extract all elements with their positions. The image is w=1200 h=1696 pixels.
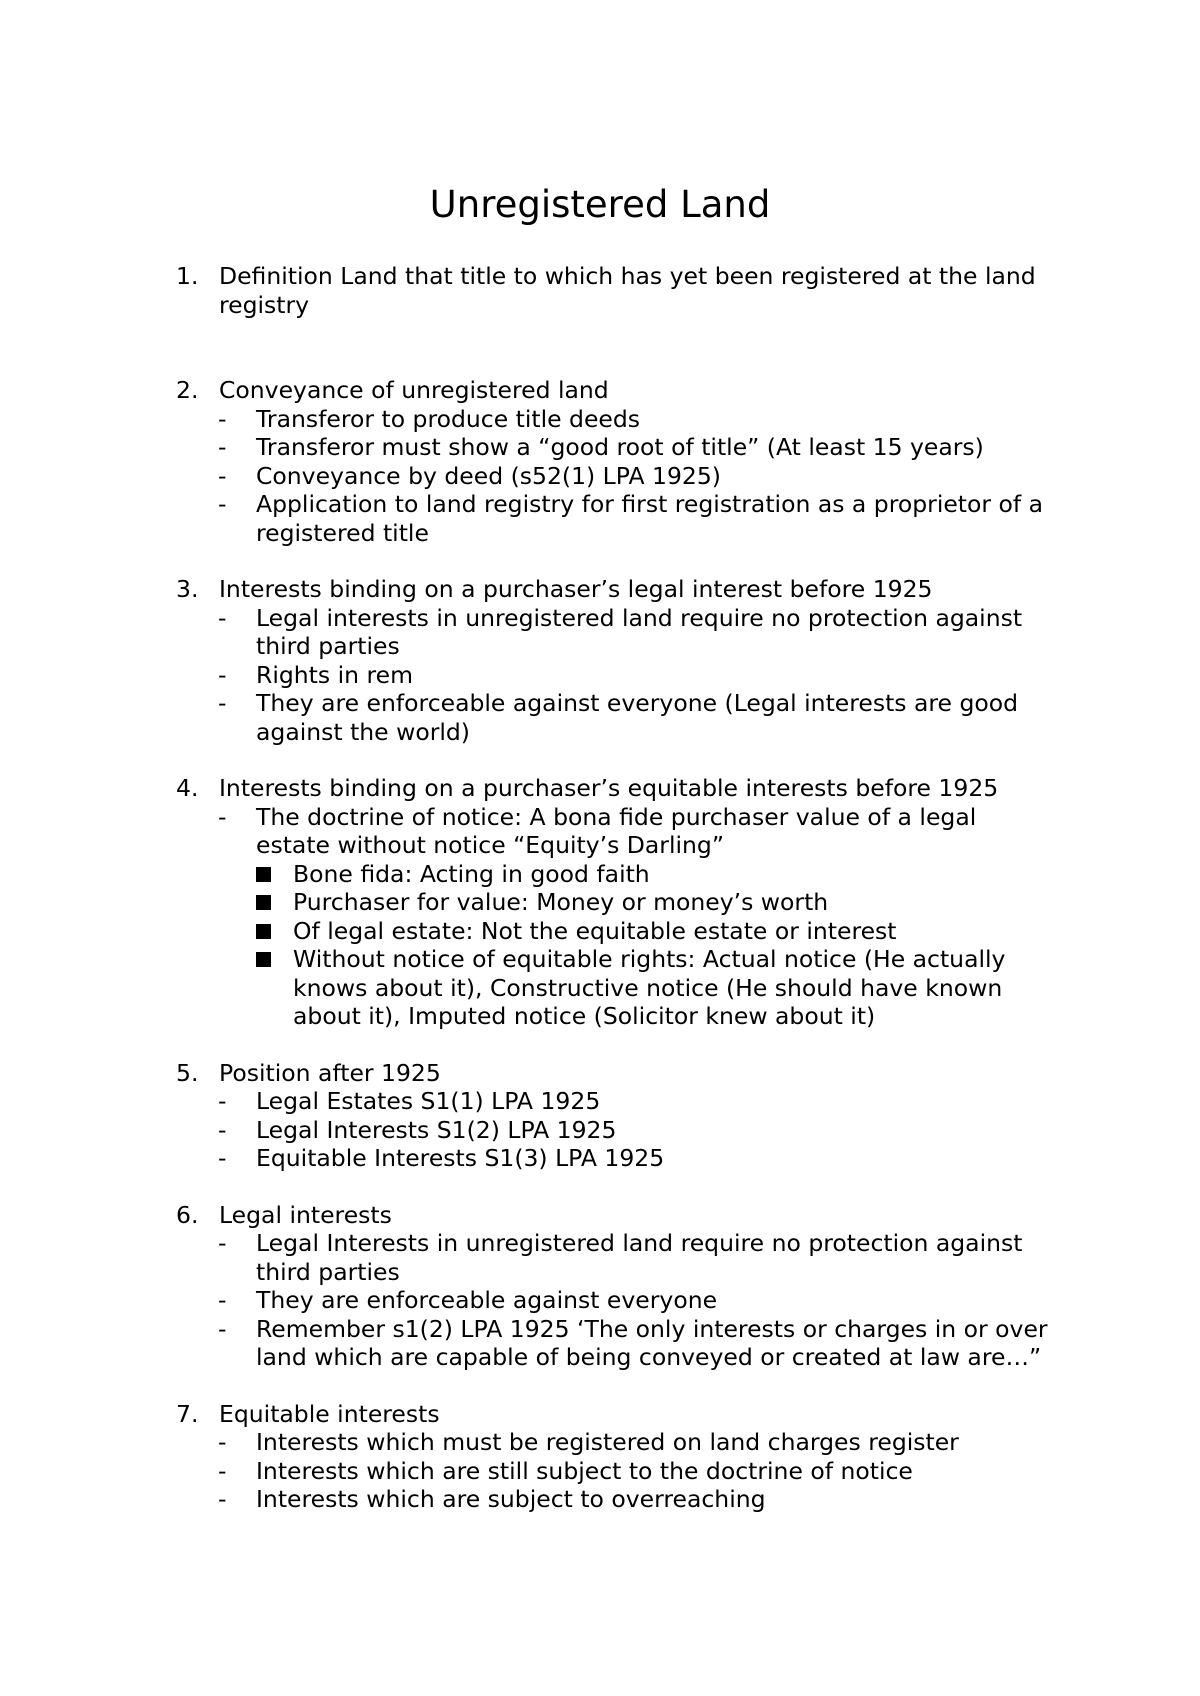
- dash-bullet-icon: -: [218, 1485, 227, 1513]
- sub-item-list: [176, 604, 1076, 747]
- list-item-text: Interests which are still subject to the doctrine of notice: [256, 1456, 913, 1485]
- dash-bullet-icon: -: [218, 1314, 227, 1343]
- section-heading: Conveyance of unregistered land: [219, 376, 609, 404]
- section-3: [176, 575, 1076, 774]
- section-number: 6.: [176, 1200, 199, 1229]
- section-7: [176, 1400, 1076, 1514]
- section-heading: Equitable interests: [219, 1399, 440, 1428]
- dash-bullet-icon: -: [218, 1456, 227, 1485]
- list-item: [176, 661, 1076, 690]
- list-item: [176, 1286, 1076, 1315]
- section-heading: Interests binding on a purchaser’s equitable interests before 1925: [219, 774, 999, 802]
- square-bullet-icon: [256, 867, 271, 882]
- section-heading: Interests binding on a purchaser’s legal interest before 1925: [219, 575, 933, 603]
- dash-bullet-icon: -: [218, 461, 227, 490]
- section-number: 7.: [176, 1399, 199, 1428]
- list-item-text: They are enforceable against everyone: [256, 1286, 718, 1314]
- square-bullet-item: [176, 917, 1076, 946]
- square-bullet-icon: [256, 924, 271, 939]
- dash-bullet-icon: -: [218, 660, 227, 689]
- section-number: 4.: [176, 774, 199, 802]
- list-item: [176, 1315, 1076, 1372]
- dash-bullet-icon: -: [218, 689, 227, 717]
- square-bullet-item: [176, 888, 1076, 917]
- section-heading-row: [176, 262, 1076, 319]
- dash-bullet-icon: -: [218, 490, 227, 518]
- square-bullet-icon: [256, 952, 271, 967]
- list-item: [176, 490, 1076, 547]
- list-item-text: Equitable Interests S1(3) LPA 1925: [256, 1144, 665, 1172]
- square-bullet-text: Bone fida: Acting in good faith: [293, 859, 650, 888]
- list-item-text: Remember s1(2) LPA 1925 ‘The only interests or charges in or over land which are capable of being conveyed or created at law are…”: [256, 1314, 1048, 1371]
- document-title: Unregistered Land: [429, 183, 771, 226]
- list-item: [176, 462, 1076, 491]
- dash-bullet-icon: -: [218, 1115, 227, 1144]
- square-bullet-list: [176, 860, 1076, 1031]
- list-item-text: Legal interests in unregistered land require no protection against third parties: [256, 603, 1023, 660]
- section-heading: Position after 1925: [219, 1058, 441, 1087]
- list-item: [176, 1229, 1076, 1286]
- dash-bullet-icon: -: [218, 1087, 227, 1115]
- section-heading-row: [176, 575, 1076, 604]
- list-item-text: Transferor to produce title deeds: [256, 404, 641, 433]
- section-heading-row: [176, 774, 1076, 803]
- list-item-text: Rights in rem: [256, 660, 413, 689]
- list-item-text: Interests which must be registered on land charges register: [256, 1428, 959, 1456]
- section-heading: Legal interests: [219, 1200, 392, 1229]
- section-number: 2.: [176, 376, 199, 404]
- square-bullet-item: [176, 860, 1076, 889]
- section-list: [176, 262, 1076, 1514]
- sub-item-list: [176, 803, 1076, 1031]
- dash-bullet-icon: -: [218, 1229, 227, 1257]
- sub-item-list: [176, 1428, 1076, 1514]
- dash-bullet-icon: -: [218, 404, 227, 433]
- list-item: [176, 1428, 1076, 1457]
- list-item: [176, 1144, 1076, 1173]
- list-item-text: Legal Estates S1(1) LPA 1925: [256, 1087, 601, 1115]
- list-item: [176, 689, 1076, 746]
- square-bullet-icon: [256, 895, 271, 910]
- section-number: 5.: [176, 1058, 199, 1087]
- list-item-text: Application to land registry for first registration as a proprietor of a registered title: [256, 490, 1044, 547]
- section-heading-row: [176, 1059, 1076, 1088]
- dash-bullet-icon: -: [218, 433, 227, 461]
- list-item-text: They are enforceable against everyone (Legal interests are good against the world): [256, 689, 1019, 746]
- square-bullet-item: [176, 945, 1076, 1031]
- section-4: [176, 774, 1076, 1059]
- dash-bullet-icon: -: [218, 1144, 227, 1172]
- section-6: [176, 1201, 1076, 1400]
- list-item: [176, 1457, 1076, 1486]
- section-heading-row: [176, 1201, 1076, 1230]
- section-5: [176, 1059, 1076, 1201]
- list-item: [176, 1485, 1076, 1514]
- section-number: 3.: [176, 575, 199, 603]
- list-item: [176, 1116, 1076, 1145]
- list-item: [176, 803, 1076, 1031]
- list-item-text: Conveyance by deed (s52(1) LPA 1925): [256, 461, 721, 490]
- sub-item-list: [176, 1229, 1076, 1372]
- list-item-text: Transferor must show a “good root of title” (At least 15 years): [256, 433, 984, 461]
- section-number: 1.: [176, 262, 199, 290]
- dash-bullet-icon: -: [218, 603, 227, 632]
- list-item-text: The doctrine of notice: A bona fide purchaser value of a legal estate without notice “Equity’s Darling”: [256, 802, 977, 859]
- sub-item-list: [176, 1087, 1076, 1173]
- list-item: [176, 1087, 1076, 1116]
- square-bullet-text: Purchaser for value: Money or money’s worth: [293, 888, 829, 916]
- sub-item-list: [176, 405, 1076, 548]
- section-2: [176, 376, 1076, 575]
- section-heading-row: [176, 1400, 1076, 1429]
- square-bullet-text: Of legal estate: Not the equitable estate or interest: [293, 916, 897, 945]
- dash-bullet-icon: -: [218, 1286, 227, 1314]
- dash-bullet-icon: -: [218, 802, 227, 831]
- square-bullet-text: Without notice of equitable rights: Actual notice (He actually knows about it), Constructive notice (He should have known about it), Imputed notice (Solicitor knew about it): [293, 945, 1006, 1030]
- section-heading-row: [176, 376, 1076, 405]
- list-item-text: Interests which are subject to overreaching: [256, 1485, 766, 1513]
- dash-bullet-icon: -: [218, 1428, 227, 1456]
- list-item-text: Legal Interests in unregistered land require no protection against third parties: [256, 1229, 1023, 1286]
- list-item-text: Legal Interests S1(2) LPA 1925: [256, 1115, 617, 1144]
- list-item: [176, 405, 1076, 434]
- section-1: [176, 262, 1076, 376]
- section-heading: Definition Land that title to which has yet been registered at the land registry: [219, 262, 1036, 319]
- list-item: [176, 604, 1076, 661]
- list-item: [176, 433, 1076, 462]
